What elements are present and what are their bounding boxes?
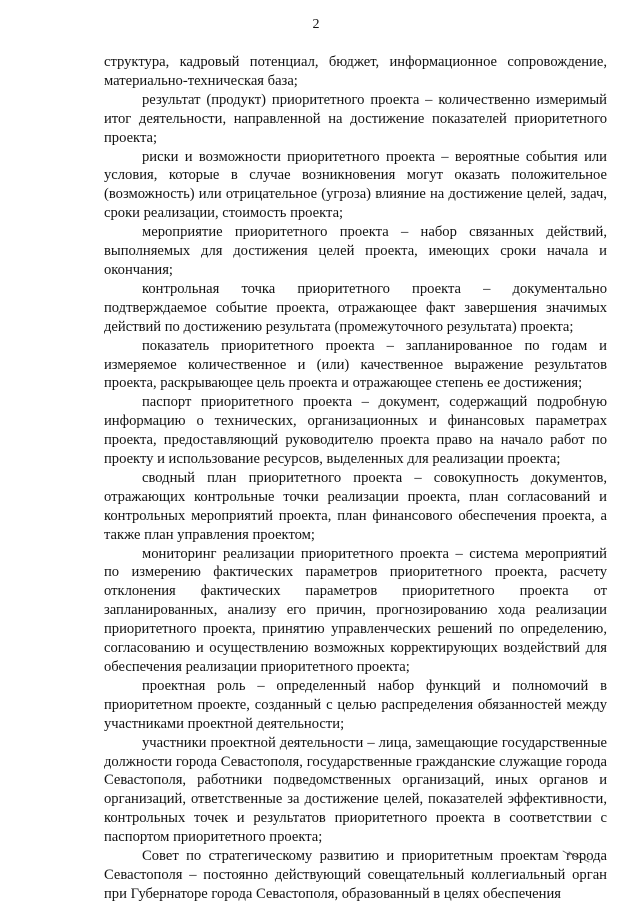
pen-mark-icon (561, 848, 591, 864)
paragraph-12: Совет по стратегическому развитию и приоритетным проектам города Севастополя – постоянно действующий совещательный коллегиальный орган при Губернаторе города Севастополя, образованный в целях обеспечения (104, 848, 607, 902)
paragraph-4: мероприятие приоритетного проекта – набор связанных действий, выполняемых для достижения целей проекта, имеющих сроки начала и окончания; (104, 224, 607, 278)
paragraph-6: показатель приоритетного проекта – запланированное по годам и измеряемое количественное и (или) качественное выражение результатов проекта, раскрывающее цель проекта и отражающее степень ее достижения; (104, 337, 607, 392)
paragraph-11: участники проектной деятельности – лица, замещающие государственные должности города Севастополя, государственные гражданские служащие города Севастополя, работники подведомственных организаций, иных органов и организаций, ответственные за достижение целей, показателей эффективности, контрольных точек и результатов приоритетного проекта в соответствии с паспортом приоритетного проекта; (104, 734, 607, 846)
paragraph-10: проектная роль – определенный набор функций и полномочий в приоритетном проекте, созданный с целью распределения обязанностей между участниками проектной деятельности; (104, 677, 607, 732)
paragraph-3: риски и возможности приоритетного проекта – вероятные события или условия, которые в случае возникновения могут оказать положительное (возможность) или отрицательное (угроза) влияние на достижение целей, задач, сроки реализации, стоимость проекта; (104, 148, 607, 222)
document-body (104, 53, 607, 904)
paragraph-7: паспорт приоритетного проекта – документ, содержащий подробную информацию о технических, организационных и финансовых параметрах проекта, предоставляющий руководителю проекта право на начало работ по проекту и использование ресурсов, выделенных для реализации проекта; (104, 394, 607, 468)
paragraph-8: сводный план приоритетного проекта – совокупность документов, отражающих контрольные точки реализации проекта, план согласований и контрольных мероприятий проекта, план финансового обеспечения проекта, а также план управления проектом; (104, 469, 607, 543)
paragraph-9: мониторинг реализации приоритетного проекта – система мероприятий по измерению фактических параметров приоритетного проекта, расчету отклонения фактических параметров приоритетного проекта от запланированных, анализу его причин, прогнозированию хода реализации приоритетного проекта, принятию управленческих решений по определению, согласованию и осуществлению возможных корректирующих воздействий для обеспечения реализации приоритетного проекта; (104, 545, 607, 675)
page-number: 2 (312, 17, 320, 32)
paragraph-5: контрольная точка приоритетного проекта – документально подтверждаемое событие проекта, отражающее факт завершения значимых действий по достижению результата (промежуточного результата) проекта; (104, 280, 607, 335)
paragraph-1: структура, кадровый потенциал, бюджет, информационное сопровождение, материально-техническая база; (104, 54, 607, 89)
paragraph-2: результат (продукт) приоритетного проекта – количественно измеримый итог деятельности, направленной на достижение показателей приоритетного проекта; (104, 91, 607, 146)
